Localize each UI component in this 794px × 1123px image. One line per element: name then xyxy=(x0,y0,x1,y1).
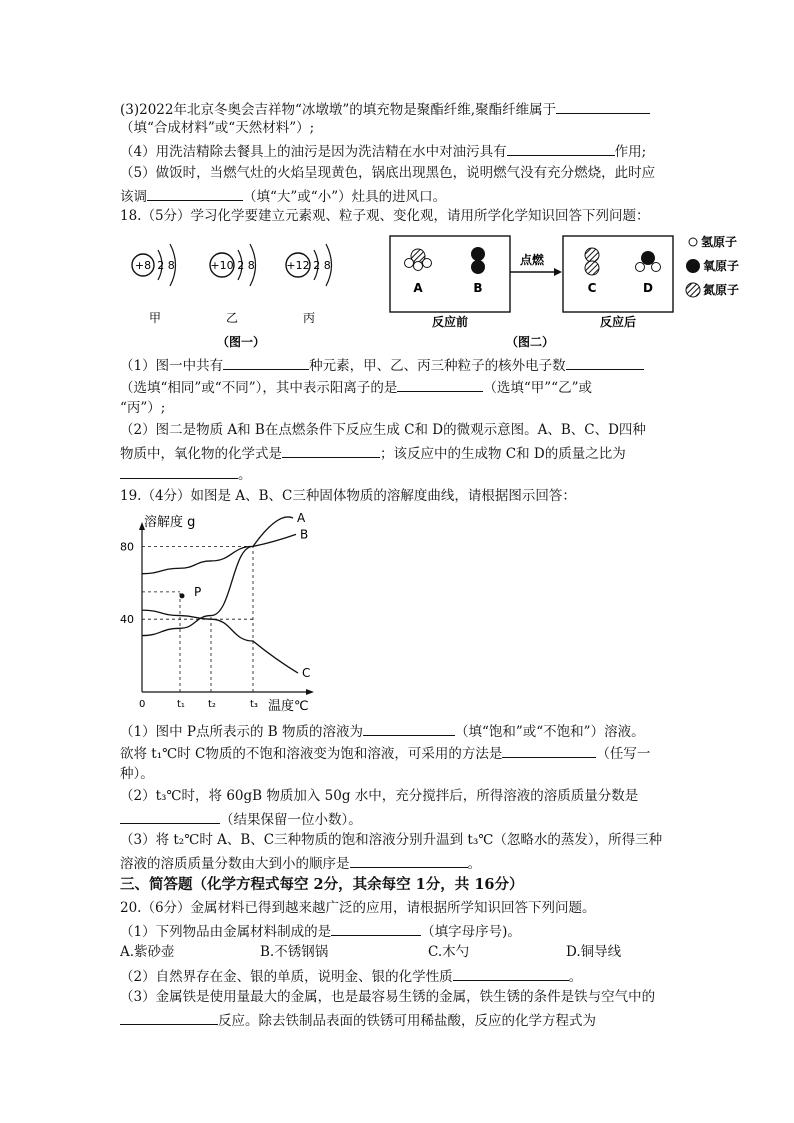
nucleus-label: +12 xyxy=(286,259,310,272)
y-tick-label: 80 xyxy=(120,540,134,554)
answer-blank[interactable] xyxy=(350,853,468,868)
answer-blank[interactable] xyxy=(502,743,596,758)
q19-stem: 19.（4分）如图是 A、B、C三种固体物质的溶解度曲线，请根据图示回答： xyxy=(120,488,576,504)
molecule-c xyxy=(585,248,599,275)
legend-nitrogen: 氮原子 xyxy=(703,283,740,297)
molecule-label: A xyxy=(413,281,423,295)
answer-blank[interactable] xyxy=(363,721,455,736)
option-c[interactable]: C.木勺 xyxy=(428,944,470,960)
answer-blank[interactable] xyxy=(507,141,615,156)
option-a[interactable]: A.紫砂壶 xyxy=(120,944,175,960)
legend xyxy=(686,234,739,297)
q19-part1-line1: （1）图中 P点所表示的 B 物质的溶液为 （填“饱和”或“不饱和”）溶液。 xyxy=(120,721,645,741)
section-heading: 三、简答题（化学方程式每空 2分，其余每空 1分，共 16分） xyxy=(120,876,524,893)
q19-part1-line3: 种）。 xyxy=(120,766,154,782)
series-label: B xyxy=(300,527,309,542)
q18-stem: 18.（5分）学习化学要建立元素观、粒子观、变化观，请用所学化学知识回答下列问题： xyxy=(120,208,650,224)
atom-jia xyxy=(132,244,176,325)
atom-label: 甲 xyxy=(148,311,162,325)
q20-part3-line1: （3）金属铁是使用量最大的金属，也是最容易生锈的金属，铁生锈的条件是铁与空气中的 xyxy=(120,989,656,1005)
molecule-b xyxy=(471,247,485,274)
q20-part3-line2: 反应。除去铁制品表面的铁锈可用稀盐酸，反应的化学方程式为 xyxy=(120,1010,596,1030)
atom-label: 乙 xyxy=(225,311,239,325)
series-line-B xyxy=(142,534,296,573)
q19-part1-line2: 欲将 t₁℃时 C物质的不饱和溶液变为饱和溶液，可采用的方法是 （任写一 xyxy=(120,743,650,763)
series-label: C xyxy=(302,666,311,681)
nucleus-label: +8 xyxy=(134,259,152,272)
legend-hydrogen: 氢原子 xyxy=(701,235,738,249)
x-tick-label: 0 xyxy=(139,699,146,710)
y-tick-label: 40 xyxy=(120,613,134,627)
before-caption: 反应前 xyxy=(431,315,469,329)
q18-part1-line1: （1）图一中共有 种元素，甲、乙、丙三种粒子的核外电子数 xyxy=(120,355,644,375)
molecule-d xyxy=(636,251,661,272)
series-line-A xyxy=(142,517,293,636)
q18-part2-line1: （2）图二是物质 A和 B在点燃条件下反应生成 C和 D的微观示意图。A、B、C、D四种 xyxy=(120,422,646,438)
q18-part2-line2: 物质中，氧化物的化学式是 ；该反应中的生成物 C和 D的质量之比为 xyxy=(120,443,626,463)
molecule-label: C xyxy=(587,281,597,295)
shell-electrons: 2 8 xyxy=(313,259,331,272)
q17-part3-line2: （填“合成材料”或“天然材料”）; xyxy=(120,120,315,136)
answer-blank[interactable] xyxy=(120,1010,218,1025)
answer-blank[interactable] xyxy=(397,377,483,392)
q19-part3-line2: 溶液的溶质质量分数由大到小的顺序是 。 xyxy=(120,853,481,873)
answer-blank[interactable] xyxy=(223,355,309,370)
q19-part2-line2: （结果保留一位小数）。 xyxy=(120,809,362,829)
q20-part2: （2）自然界存在金、银的单质，说明金、银的化学性质 。 xyxy=(120,966,582,986)
option-d[interactable]: D.铜导线 xyxy=(566,944,622,960)
solubility-chart xyxy=(118,510,338,715)
x-tick-label: t₃ xyxy=(250,699,258,710)
y-axis-label: 溶解度 g xyxy=(144,515,196,530)
nucleus-label: +10 xyxy=(210,259,234,272)
q18-part1-line3: “丙”）; xyxy=(120,400,166,416)
answer-blank[interactable] xyxy=(566,355,644,370)
q17-part5-line1: （5）做饭时，当燃气灶的火焰呈现黄色，锅底出现黑色，说明燃气没有充分燃烧，此时应 xyxy=(120,165,656,181)
molecule-label: B xyxy=(473,281,483,295)
answer-blank[interactable] xyxy=(556,99,650,114)
q17-part5-line2: 该调 （填“大”或“小”）灶具的进风口。 xyxy=(120,186,446,206)
answer-blank[interactable] xyxy=(147,186,243,201)
shell-electrons: 2 8 xyxy=(237,259,255,272)
after-box xyxy=(563,236,673,312)
q17-part4: （4）用洗洁精除去餐具上的油污是因为洗洁精在水中对油污具有 作用; xyxy=(120,141,646,161)
q18-part2-line3: 。 xyxy=(120,464,252,484)
q19-part2-line1: （2）t₃℃时，将 60gB 物质加入 50g 水中，充分搅拌后，所得溶液的溶质质量分数是 xyxy=(120,788,639,804)
q18-figures xyxy=(0,222,794,362)
series-label: A xyxy=(297,511,306,525)
q20-part1: （1）下列物品由金属材料制成的是 （填字母序号)。 xyxy=(120,921,521,941)
q19-part3-line1: （3）将 t₂℃时 A、B、C三种物质的饱和溶液分别升温到 t₃℃（忽略水的蒸发），所得三种 xyxy=(120,832,663,848)
legend-oxygen: 氧原子 xyxy=(703,259,740,273)
arrow-label: 点燃 xyxy=(519,253,545,267)
answer-blank[interactable] xyxy=(453,966,569,981)
x-tick-label: t₁ xyxy=(177,699,185,710)
q20-stem: 20.（6分）金属材料已得到越来越广泛的应用，请根据所学知识回答下列问题。 xyxy=(120,900,596,916)
x-axis-label: 温度℃ xyxy=(268,699,309,714)
x-axis-arrow-icon xyxy=(306,689,314,695)
atom-label: 丙 xyxy=(302,311,316,325)
x-tick-label: t₂ xyxy=(208,699,216,710)
after-caption: 反应后 xyxy=(599,315,637,329)
answer-blank[interactable] xyxy=(120,809,220,824)
atom-yi xyxy=(210,244,256,325)
q18-part1-line2: （选填“相同”或“不同”），其中表示阳离子的是 （选填“甲”“乙”或 xyxy=(120,377,592,397)
point-marker xyxy=(180,593,185,598)
before-box xyxy=(390,236,510,312)
answer-blank[interactable] xyxy=(120,464,238,479)
atom-bing xyxy=(286,244,332,325)
figure1-caption: （图一） xyxy=(216,335,266,349)
figure2-caption: （图二） xyxy=(505,335,555,349)
option-b[interactable]: B.不锈钢锅 xyxy=(260,944,329,960)
point-label: P xyxy=(194,584,202,599)
molecule-a xyxy=(405,249,432,271)
shell-electrons: 2 8 xyxy=(157,259,175,272)
arrow-head-icon xyxy=(554,268,562,276)
q17-part3-line1: (3)2022年北京冬奥会吉祥物“冰墩墩”的填充物是聚酯纤维,聚酯纤维属于 xyxy=(120,99,650,119)
answer-blank[interactable] xyxy=(282,443,380,458)
molecule-label: D xyxy=(643,281,653,295)
answer-blank[interactable] xyxy=(331,921,421,936)
